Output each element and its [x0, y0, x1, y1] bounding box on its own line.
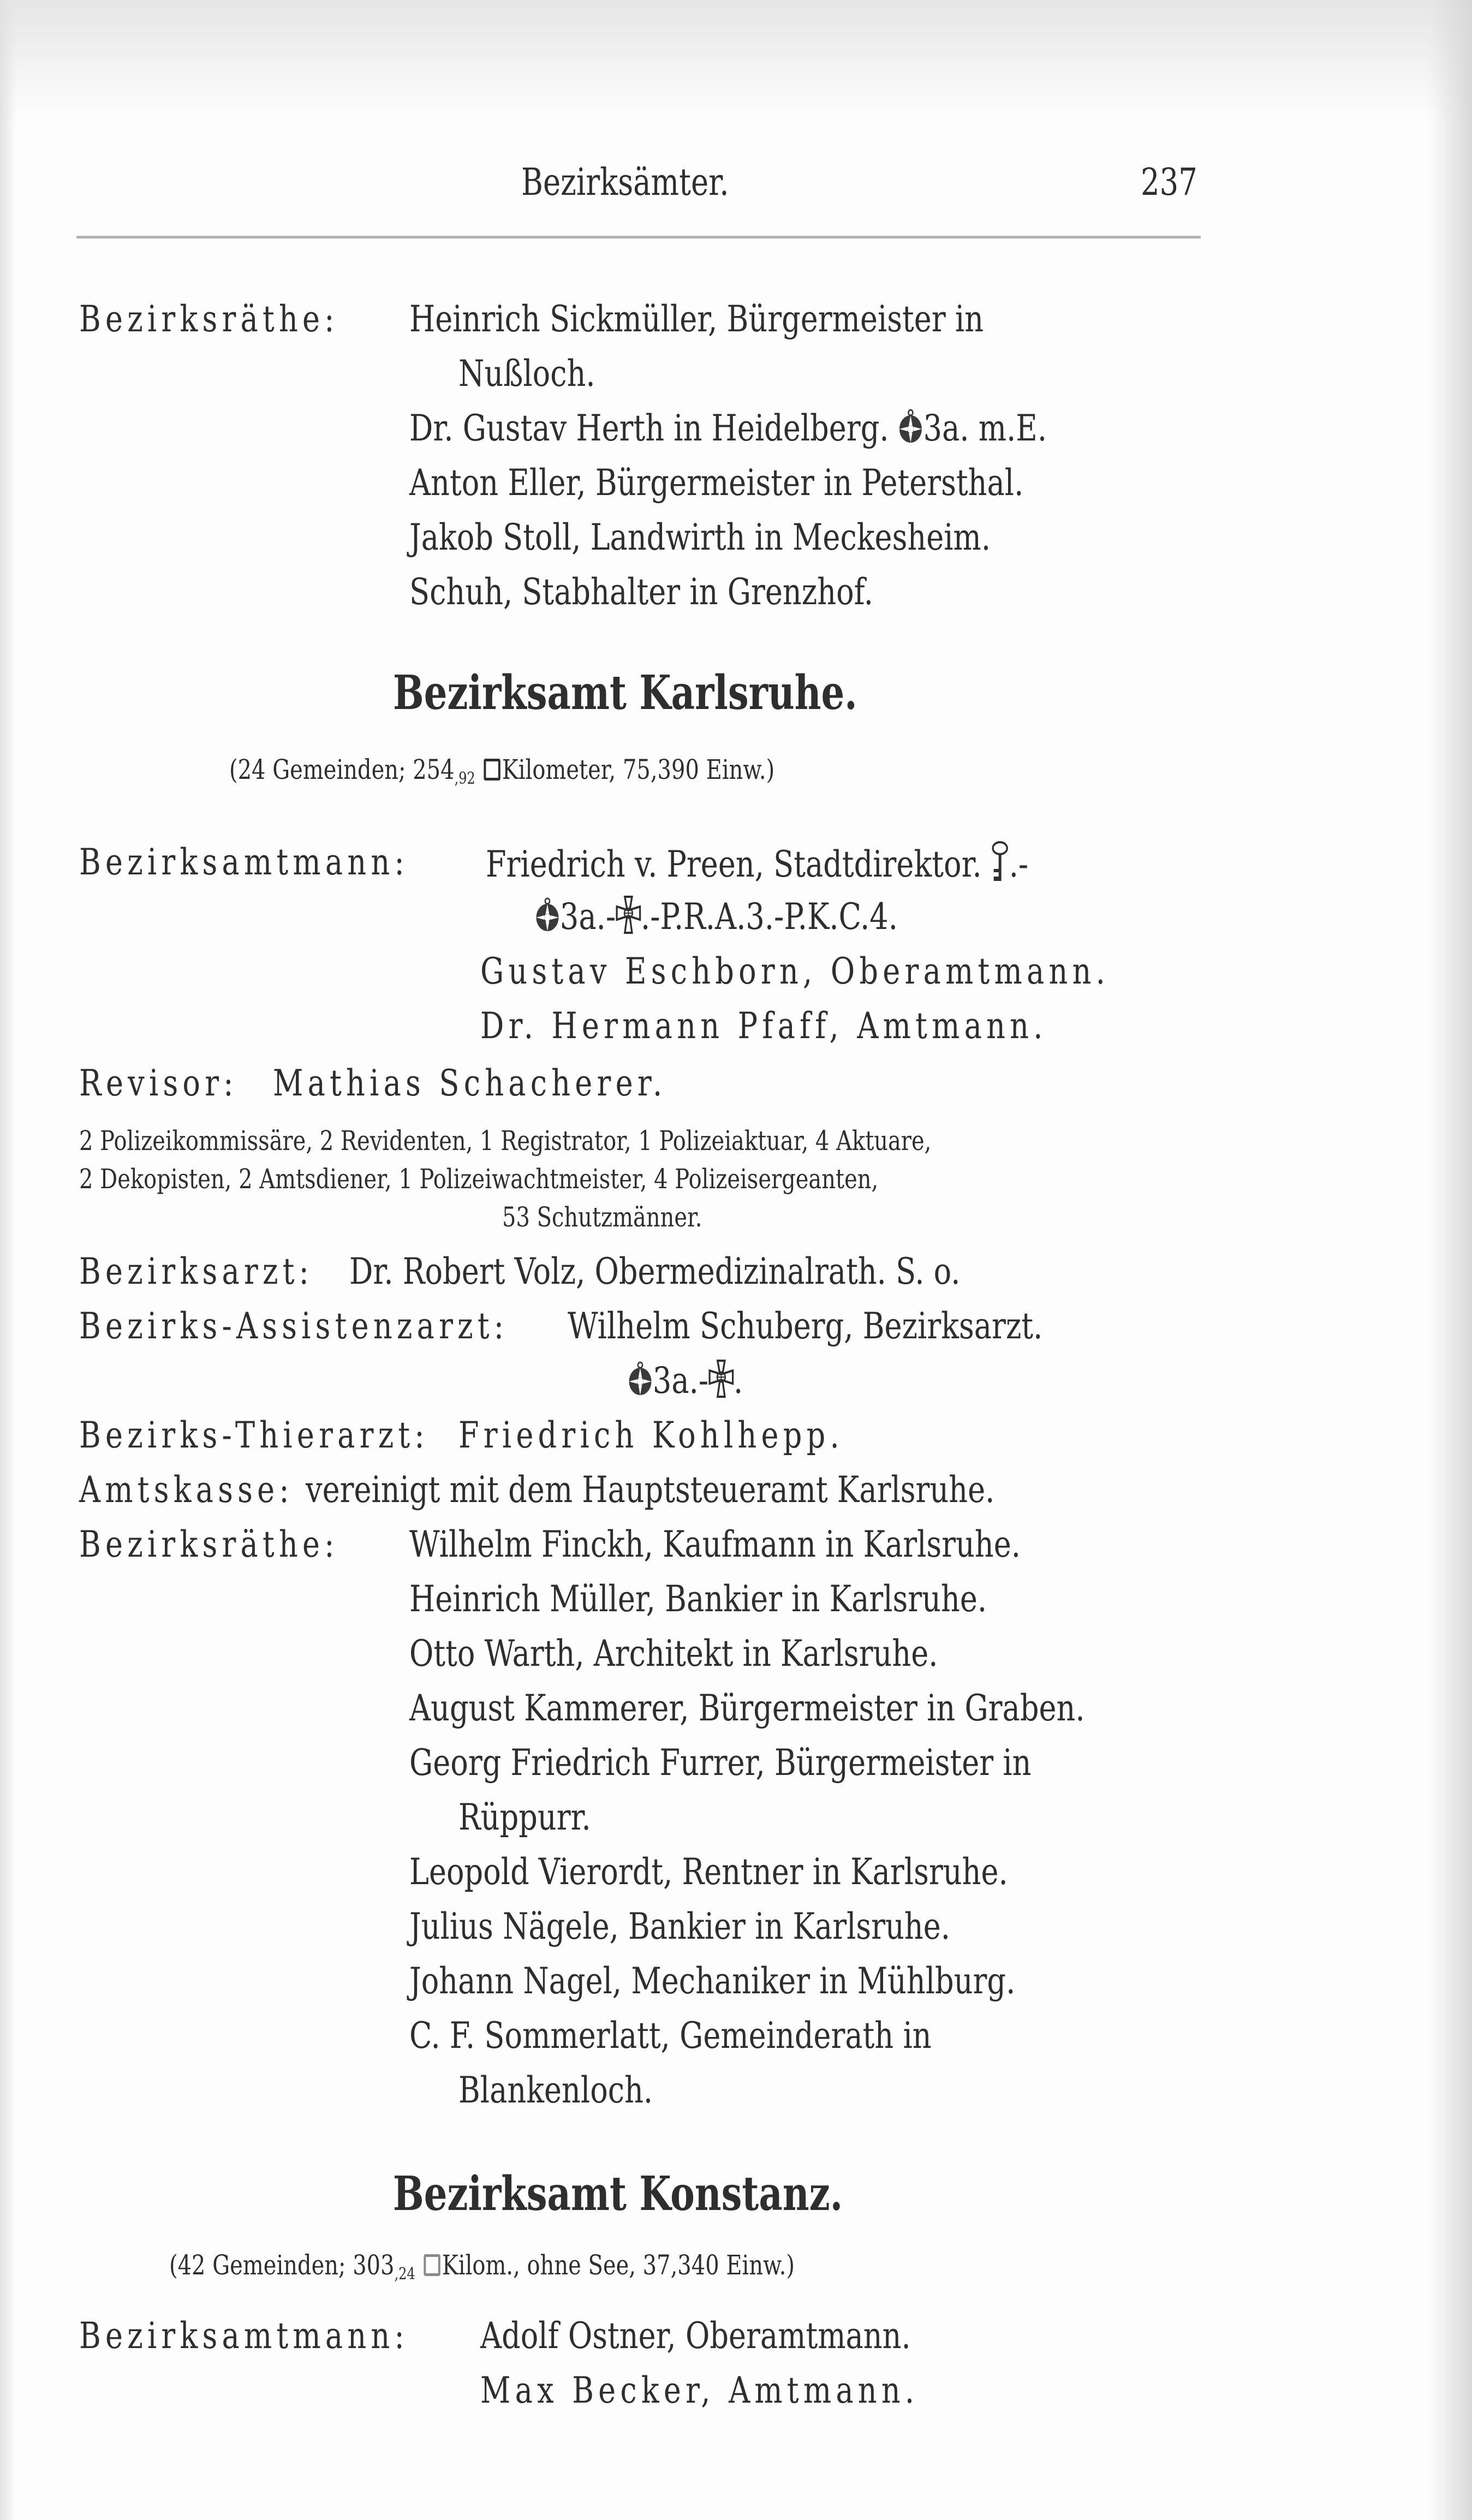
district-stats-karlsruhe — [229, 748, 774, 801]
scan-shadow-top — [0, 0, 1472, 120]
assistenzarzt-name: Wilhelm Schuberg, Bezirksarzt. — [568, 1305, 1043, 1347]
amtmann-orders — [535, 895, 898, 944]
square-kilometer-icon — [424, 2254, 440, 2276]
scan-shadow-left — [0, 0, 16, 2520]
thierarzt-name: Friedrich Kohlhepp. — [458, 1414, 844, 1456]
raeth-entry: Schuh, Stabhalter in Grenzhof. — [409, 571, 873, 613]
assistenzarzt-orders — [628, 1359, 743, 1408]
amtskasse-text: vereinigt mit dem Hauptsteueramt Karlsruhe. — [306, 1469, 995, 1511]
revisor-name: Mathias Schacherer. — [273, 1062, 667, 1104]
raeth-entry-cont: Rüppurr. — [458, 1796, 591, 1838]
label-bezirksamtmann-konstanz: Bezirksamtmann: — [79, 2315, 409, 2357]
amtmann-entry: Adolf Ostner, Oberamtmann. — [480, 2315, 911, 2357]
raeth-entry: Georg Friedrich Furrer, Bürgermeister in — [409, 1742, 1032, 1784]
chamberlain-key-icon — [991, 841, 1009, 894]
stats-text-rest: Kilometer, 75,390 Einw.) — [502, 754, 775, 785]
order-separator: .- — [1009, 843, 1029, 885]
district-stats-konstanz — [169, 2243, 795, 2296]
amtmann-entry: Max Becker, Amtmann. — [480, 2369, 919, 2411]
raeth-entry: Wilhelm Finckh, Kaufmann in Karlsruhe. — [409, 1523, 1021, 1565]
raeth-entry: Johann Nagel, Mechaniker in Mühlburg. — [409, 1960, 1016, 2002]
scan-shadow-right — [1428, 0, 1472, 2520]
order-medal-icon — [535, 896, 560, 944]
raeth-entry: Heinrich Sickmüller, Bürgermeister in — [409, 298, 984, 340]
label-bezirksraethe-prev: Bezirksräthe: — [79, 298, 339, 340]
raeth-entry: Anton Eller, Bürgermeister in Petersthal. — [409, 462, 1024, 504]
raeth-entry: August Kammerer, Bürgermeister in Graben. — [409, 1687, 1085, 1729]
label-revisor: Revisor: — [79, 1062, 238, 1104]
order-medal-icon — [898, 407, 923, 455]
stats-decimal: ,92 — [454, 769, 475, 788]
staff-line: 53 Schutzmänner. — [502, 1201, 702, 1233]
label-bezirksarzt: Bezirksarzt: — [79, 1250, 314, 1292]
amtmann-name: Friedrich v. Preen, Stadtdirektor. — [486, 843, 982, 885]
amtmann-entry — [486, 841, 1028, 894]
stats-text: (24 Gemeinden; 254 — [229, 754, 455, 785]
order-end: . — [734, 1360, 743, 1402]
raeth-entry: Heinrich Müller, Bankier in Karlsruhe. — [409, 1578, 987, 1620]
bezirksarzt-name: Dr. Robert Volz, Obermedizinalrath. S. o. — [349, 1250, 961, 1292]
raeth-entry: C. F. Sommerlatt, Gemeinderath in — [409, 2015, 932, 2057]
order-abbrev: 3a.- — [652, 1360, 709, 1402]
raeth-entry: Otto Warth, Architekt in Karlsruhe. — [409, 1633, 938, 1675]
stats-text-rest: Kilom., ohne See, 37,340 Einw.) — [442, 2249, 795, 2281]
raeth-entry: Leopold Vierordt, Rentner in Karlsruhe. — [409, 1851, 1008, 1893]
raeth-entry-cont: Blankenloch. — [458, 2069, 653, 2111]
stats-decimal: ,24 — [394, 2265, 415, 2284]
running-head: Bezirksämter. — [521, 161, 729, 204]
section-title-konstanz: Bezirksamt Konstanz. — [393, 2166, 843, 2221]
square-kilometer-icon — [484, 759, 500, 781]
label-assistenzarzt: Bezirks-Assistenzarzt: — [79, 1305, 509, 1347]
order-abbrev: 3a. m.E. — [923, 407, 1047, 449]
order-abbrev: .-P.R.A.3.-P.K.C.4. — [641, 896, 898, 938]
raeth-text: Dr. Gustav Herth in Heidelberg. — [409, 407, 889, 449]
label-amtskasse: Amtskasse: — [79, 1469, 294, 1511]
staff-line: 2 Dekopisten, 2 Amtsdiener, 1 Polizeiwachtmeister, 4 Polizeisergeanten, — [79, 1163, 879, 1195]
label-bezirksamtmann: Bezirksamtmann: — [79, 841, 409, 883]
raeth-entry: Julius Nägele, Bankier in Karlsruhe. — [409, 1905, 950, 1947]
stats-text: (42 Gemeinden; 303 — [169, 2249, 395, 2281]
amtmann-entry: Dr. Hermann Pfaff, Amtmann. — [480, 1005, 1047, 1047]
label-bezirksraethe: Bezirksräthe: — [79, 1523, 339, 1565]
cross-order-icon — [616, 896, 641, 944]
amtmann-entry: Gustav Eschborn, Oberamtmann. — [480, 950, 1110, 992]
raeth-entry: Jakob Stoll, Landwirth in Meckesheim. — [409, 516, 991, 558]
page-number: 237 — [1141, 161, 1197, 204]
cross-order-icon — [708, 1360, 734, 1408]
staff-line: 2 Polizeikommissäre, 2 Revidenten, 1 Registrator, 1 Polizeiaktuar, 4 Aktuare, — [79, 1125, 932, 1157]
raeth-entry-cont: Nußloch. — [458, 353, 595, 395]
raeth-entry — [409, 407, 1047, 455]
order-medal-icon — [628, 1360, 653, 1408]
section-title-karlsruhe: Bezirksamt Karlsruhe. — [393, 665, 857, 720]
label-thierarzt: Bezirks-Thierarzt: — [79, 1414, 429, 1456]
header-rule — [76, 236, 1201, 239]
order-abbrev: 3a.- — [559, 896, 616, 938]
